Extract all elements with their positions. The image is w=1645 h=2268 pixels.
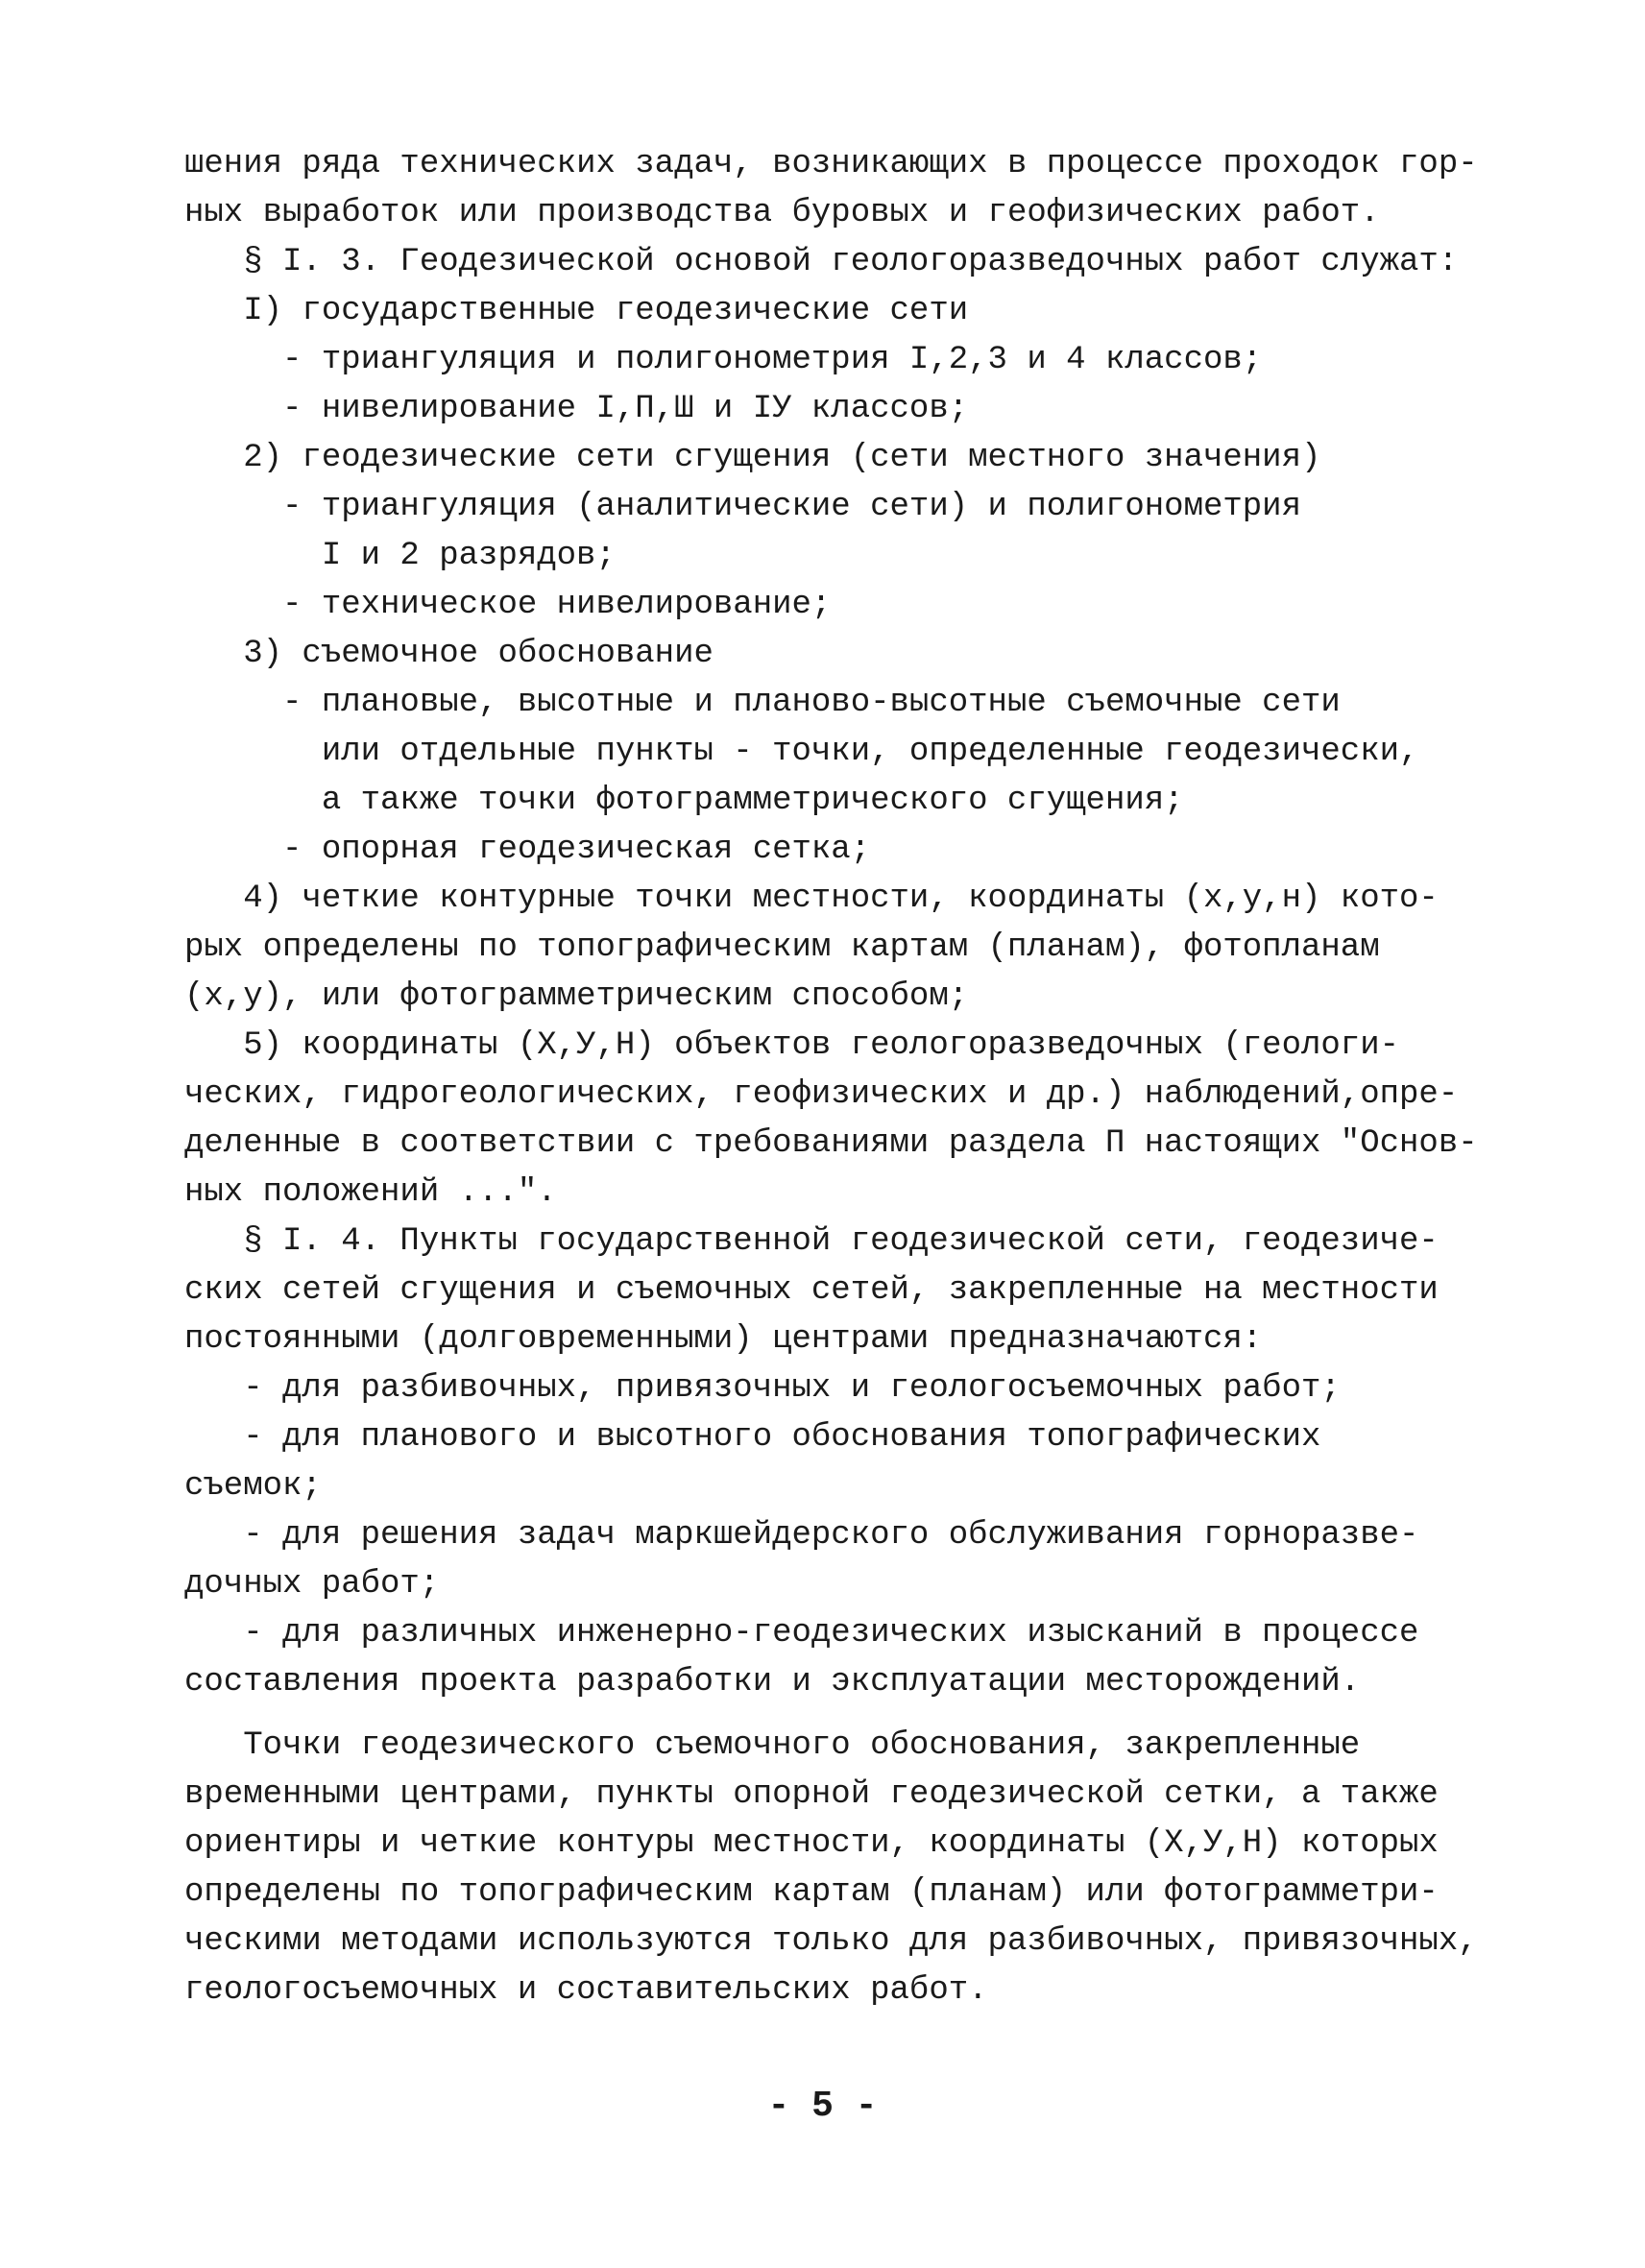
text-line: дочных работ; bbox=[184, 1566, 440, 1603]
body-text bbox=[184, 140, 1510, 2015]
text-line: 3) съемочное обоснование bbox=[243, 636, 714, 672]
text-line: - плановые, высотные и планово-высотные съемочные сети bbox=[282, 685, 1341, 721]
text-line: определены по топографическим картам (планам) или фотограмметри- bbox=[184, 1874, 1439, 1911]
text-line: ческих, гидрогеологических, геофизических и др.) наблюдений,опре- bbox=[184, 1076, 1459, 1113]
text-line: - техническое нивелирование; bbox=[282, 587, 832, 623]
text-line: - триангуляция (аналитические сети) и полигонометрия bbox=[282, 489, 1301, 525]
text-line: - для разбивочных, привязочных и геологосъемочных работ; bbox=[243, 1370, 1341, 1407]
text-line: - для решения задач маркшейдерского обслуживания горноразве- bbox=[243, 1517, 1419, 1554]
text-line: геологосъемочных и составительских работ. bbox=[184, 1972, 988, 2009]
text-line: ных выработок или производства буровых и геофизических работ. bbox=[184, 195, 1380, 231]
text-line: ческими методами используются только для разбивочных, привязочных, bbox=[184, 1923, 1478, 1960]
text-line: I и 2 разрядов; bbox=[321, 538, 616, 574]
page-number: - 5 - bbox=[767, 2086, 878, 2127]
text-line: - для различных инженерно-геодезических изысканий в процессе bbox=[243, 1615, 1419, 1652]
text-line: - опорная геодезическая сетка; bbox=[282, 832, 871, 868]
text-line: или отдельные пункты - точки, определенные геодезически, bbox=[321, 734, 1419, 770]
text-line: I) государственные геодезические сети bbox=[243, 293, 969, 329]
text-line: а также точки фотограмметрического сгущения; bbox=[321, 783, 1184, 819]
text-line: съемок; bbox=[184, 1468, 322, 1505]
text-line: - для планового и высотного обоснования топографических bbox=[243, 1419, 1321, 1456]
text-line: - триангуляция и полигонометрия I,2,3 и 4 классов; bbox=[282, 342, 1263, 378]
text-line: рых определены по топографическим картам (планам), фотопланам bbox=[184, 929, 1380, 966]
text-line: составления проекта разработки и эксплуатации месторождений. bbox=[184, 1664, 1361, 1701]
text-line: ных положений ...". bbox=[184, 1174, 557, 1211]
text-line: шения ряда технических задач, возникающих в процессе проходок гор- bbox=[184, 146, 1478, 182]
text-line: 5) координаты (Х,У,Н) объектов геологоразведочных (геологи- bbox=[243, 1027, 1399, 1064]
text-line: ских сетей сгущения и съемочных сетей, закрепленные на местности bbox=[184, 1272, 1439, 1309]
text-line: (х,у), или фотограмметрическим способом; bbox=[184, 978, 969, 1015]
text-line: временными центрами, пункты опорной геодезической сетки, а также bbox=[184, 1776, 1439, 1813]
text-line: 4) четкие контурные точки местности, координаты (х,у,н) кото- bbox=[243, 881, 1439, 917]
text-line: § I. 3. Геодезической основой геологоразведочных работ служат: bbox=[243, 244, 1459, 280]
text-line: - нивелирование I,П,Ш и IУ классов; bbox=[282, 391, 969, 427]
blank-line bbox=[184, 1707, 1510, 1722]
text-line: постоянными (долговременными) центрами предназначаются: bbox=[184, 1321, 1263, 1358]
text-line: деленные в соответствии с требованиями раздела П настоящих "Основ- bbox=[184, 1125, 1478, 1162]
text-line: Точки геодезического съемочного обоснования, закрепленные bbox=[243, 1727, 1361, 1764]
text-line: ориентиры и четкие контуры местности, координаты (Х,У,Н) которых bbox=[184, 1825, 1439, 1862]
text-line: § I. 4. Пункты государственной геодезической сети, геодезиче- bbox=[243, 1223, 1439, 1260]
text-line: 2) геодезические сети сгущения (сети местного значения) bbox=[243, 440, 1321, 476]
